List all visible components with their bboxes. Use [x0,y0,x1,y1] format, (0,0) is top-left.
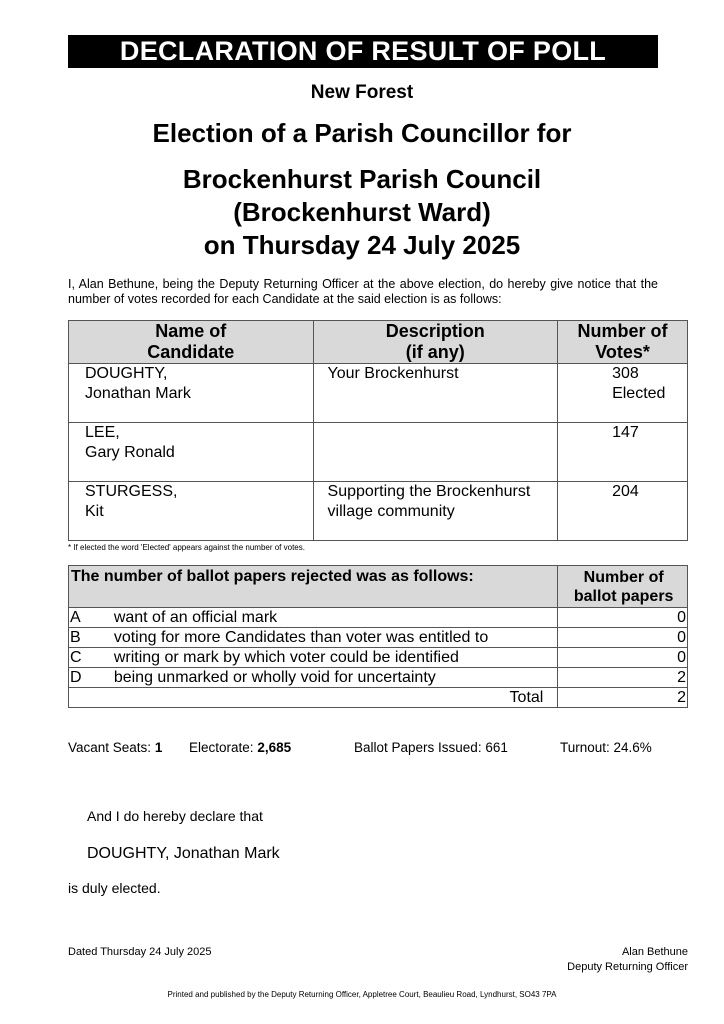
ballot-count-header-line1: Number of [583,568,664,586]
rejection-reason: being unmarked or wholly void for uncertainty [114,668,558,688]
candidate-forenames: Gary Ronald [85,444,175,461]
description-header-line2: (if any) [405,342,465,362]
elected-marker: Elected [612,385,666,402]
vacant-seats [68,740,162,755]
electorate-label: Electorate: [189,740,254,755]
vacant-seats-label: Vacant Seats: [68,740,152,755]
candidate-surname: STURGESS, [85,483,178,500]
votes-header-line1: Number of [577,321,668,341]
election-title-line1: Election of a Parish Councillor for [152,118,572,148]
rejected-header: The number of ballot papers rejected was as follows: [69,566,558,608]
candidate-description [313,423,558,482]
rejection-code: B [69,628,114,648]
ballot-papers-issued: Ballot Papers Issued: 661 [354,740,508,755]
candidate-row [69,423,688,482]
rejected-row [69,668,688,688]
candidates-table [68,320,688,541]
rejection-code: D [69,668,114,688]
election-title-line2: Brockenhurst Parish Council [182,164,542,194]
declaration-intro: And I do hereby declare that [87,808,263,824]
description-header-line1: Description [385,321,485,341]
rejected-row [69,628,688,648]
area-name: New Forest [310,82,414,103]
turnout: Turnout: 24.6% [560,740,652,755]
imprint: Printed and published by the Deputy Returning Officer, Appletree Court, Beaulieu Road, Lyndhurst, SO43 7PA [167,990,557,999]
declaration-outro: is duly elected. [68,880,161,896]
candidate-votes [558,482,688,541]
rejection-count: 2 [558,668,688,688]
name-header [69,321,314,364]
officer-title: Deputy Returning Officer [567,961,688,973]
name-header-line1: Name of [155,321,227,341]
votes-header-line2: Votes* [595,342,650,362]
rejection-code: A [69,608,114,628]
votes-header [558,321,688,364]
rejection-code: C [69,648,114,668]
candidate-name [69,423,314,482]
rejection-reason: voting for more Candidates than voter was entitled to [114,628,558,648]
candidate-forenames: Kit [85,503,104,520]
candidate-surname: DOUGHTY, [85,365,168,382]
description-line2: village community [327,503,455,520]
declaration-banner: DECLARATION OF RESULT OF POLL [68,35,658,68]
ballot-count-header-line2: ballot papers [573,587,674,605]
ballot-count-header [558,566,688,608]
candidate-name [69,482,314,541]
candidate-forenames: Jonathan Mark [85,385,191,402]
description-line1: Your Brockenhurst [327,365,459,382]
candidate-row [69,364,688,423]
candidate-description [313,482,558,541]
rejection-count: 0 [558,648,688,668]
rejected-row [69,608,688,628]
rejection-reason: writing or mark by which voter could be identified [114,648,558,668]
candidate-row [69,482,688,541]
candidates-header-row [69,321,688,364]
notice-text: I, Alan Bethune, being the Deputy Returning Officer at the above election, do hereby give notice that the number of votes recorded for each Candidate at the said election is as follows: [68,277,658,306]
votes-value: 147 [612,424,639,441]
rejection-reason: want of an official mark [114,608,558,628]
electorate-value: 2,685 [257,740,292,755]
candidate-description [313,364,558,423]
votes-value: 204 [612,483,639,500]
description-header [313,321,558,364]
candidate-votes [558,364,688,423]
dated-line: Dated Thursday 24 July 2025 [68,946,212,958]
votes-value: 308 [612,365,639,382]
candidate-name [69,364,314,423]
candidate-votes [558,423,688,482]
rejection-count: 0 [558,628,688,648]
candidate-surname: LEE, [85,424,120,441]
election-date: on Thursday 24 July 2025 [203,230,521,260]
election-title-line3: (Brockenhurst Ward) [233,197,491,227]
total-value: 2 [558,688,688,708]
rejected-total-row [69,688,688,708]
rejected-row [69,648,688,668]
rejection-count: 0 [558,608,688,628]
total-label: Total [69,688,558,708]
officer-name: Alan Bethune [621,946,688,958]
elected-candidate-name: DOUGHTY, Jonathan Mark [87,845,280,862]
rejected-header-row [69,566,688,608]
rejected-ballots-table [68,565,688,708]
elected-footnote: * If elected the word 'Elected' appears against the number of votes. [68,543,305,552]
vacant-seats-value: 1 [154,740,163,755]
name-header-line2: Candidate [147,342,235,362]
description-line1: Supporting the Brockenhurst [327,483,531,500]
electorate [189,740,291,755]
